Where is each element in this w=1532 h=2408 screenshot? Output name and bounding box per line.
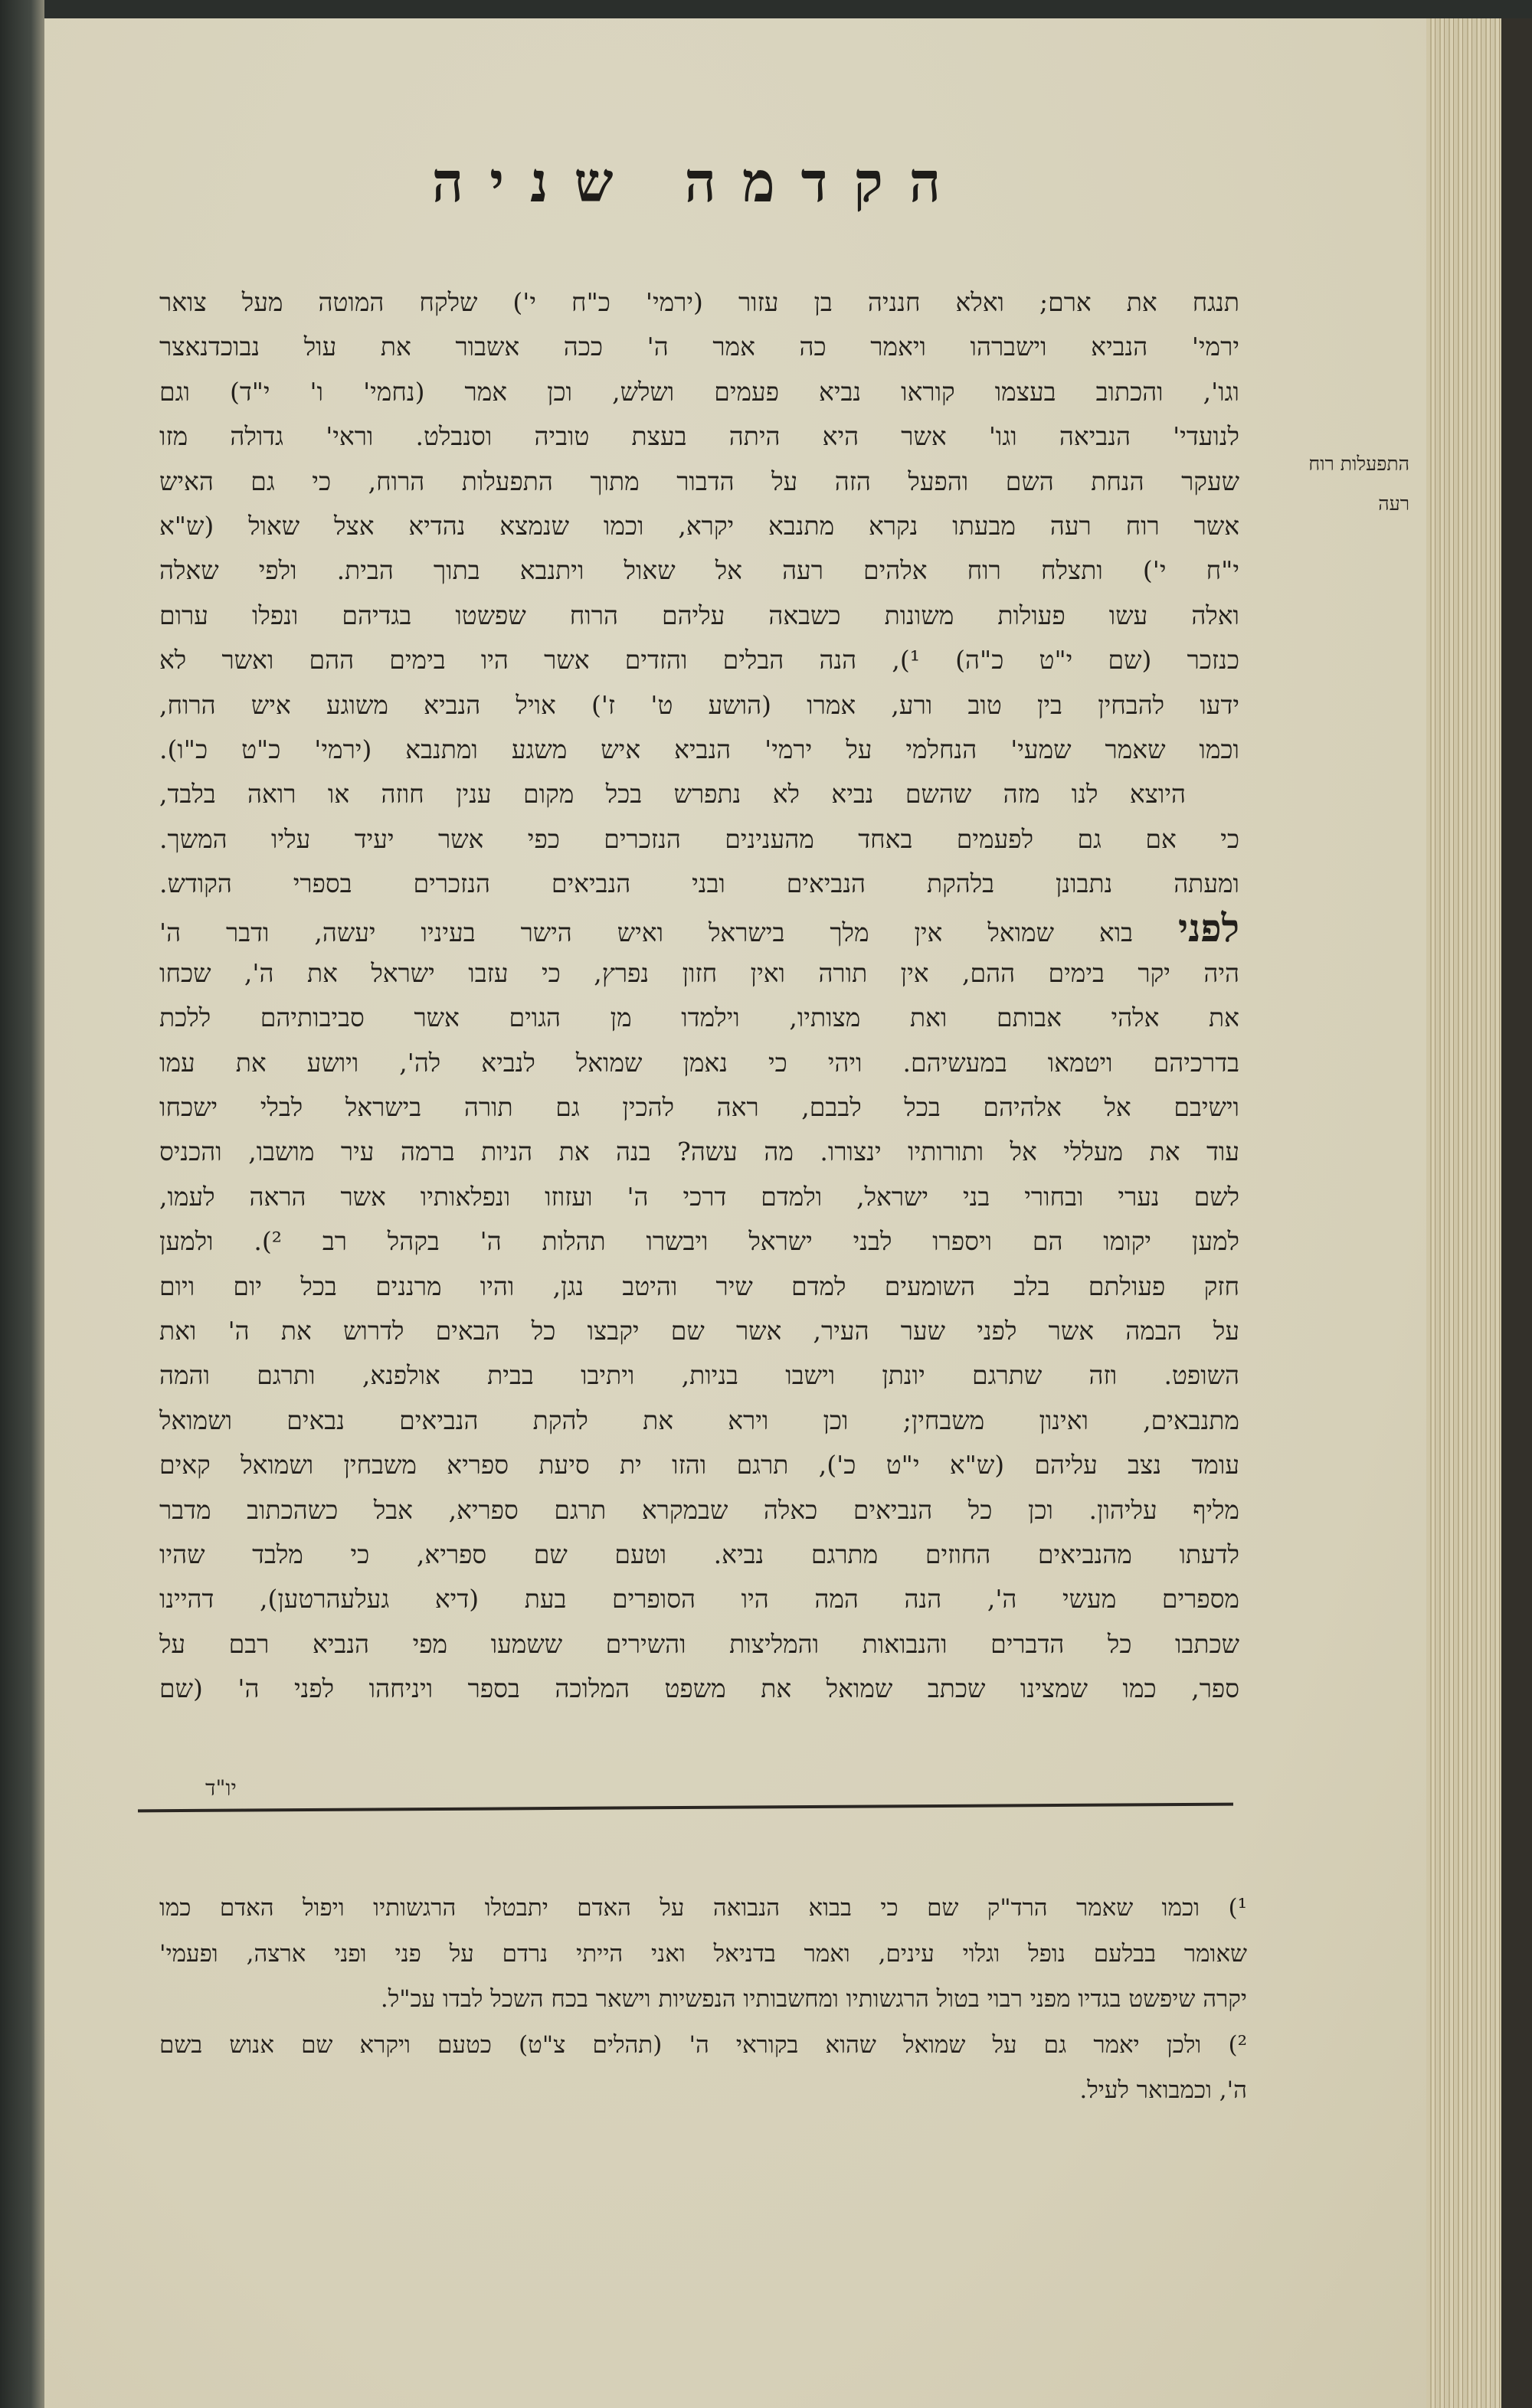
scan-top-border bbox=[0, 0, 1532, 18]
page-title: הקדמה שניה bbox=[431, 149, 967, 214]
footnote-line: שאומר בבלעם נופל וגלוי עינים, ואמר בדניאל ואני הייתי נרדם על פני ופני ארצה, ופעמי' bbox=[159, 1939, 1247, 1968]
book-spine-edge bbox=[0, 0, 44, 2408]
text-line: וגו', והכתוב בעצמו קוראו נביא פעמים ושלש, וכן אמר (נחמי' ו' י"ד) וגם bbox=[159, 376, 1239, 407]
footnote-line: ¹) וכמו שאמר הרד"ק שם כי בבוא הנבואה על האדם יתבטלו הרגשותיו ויפול האדם כמו bbox=[159, 1894, 1247, 1922]
text-line: תנגח את ארם; ואלא חנניה בן עזור (ירמי' כ"ח י') שלקח המוטה מעל צואר bbox=[159, 287, 1239, 317]
text-line: היוצא לנו מזה שהשם נביא לא נתפרש בכל מקום ענין חוזה או רואה בלבד, bbox=[159, 779, 1186, 810]
footnotes bbox=[159, 1886, 1247, 2114]
text-line: מספרים מעשי ה', הנה המה היו הסופרים בעת (דיא געלעהרטען), דהיינו bbox=[159, 1584, 1239, 1615]
text-line: כנזכר (שם י"ט כ"ה) ¹), הנה הבלים והזדים אשר היו בימים ההם ואשר לא bbox=[159, 645, 1239, 676]
text-line: למען יקומו הם ויספרו לבני ישראל ויבשרו תהלות ה' בקהל רב ²). ולמען bbox=[159, 1226, 1239, 1257]
text-line: שעקר הנחת השם והפעל הזה על הדבור מתוך התפעלות הרוח, כי גם האיש bbox=[159, 466, 1239, 496]
text-line: אשר רוח רעה מבעתו נקרא מתנבא יקרא, וכמו שנמצא נהדיא אצל שאול (ש"א bbox=[159, 510, 1239, 541]
text-line: וכמו שאמר שמעי' הנחלמי על ירמי' הנביא איש משגע ומתנבא (ירמי' כ"ט כ"ו). bbox=[159, 734, 1239, 764]
text-line: מתנבאים, ואינון משבחין; וכן וירא את להקת הנביאים נבאים ושמואל bbox=[159, 1405, 1239, 1435]
margin-note-line: התפעלות רוח bbox=[1308, 453, 1409, 475]
text-line: ואלה עשו פעולות משונות כשבאה עליהם הרוח שפשטו בגדיהם ונפלו ערום bbox=[159, 600, 1239, 630]
body-text bbox=[159, 280, 1239, 1712]
book-cover-edge bbox=[1501, 18, 1532, 2408]
text-line: כי אם גם לפעמים באחד מהענינים הנזכרים כפי אשר יעיד עליו המשך. bbox=[159, 823, 1239, 854]
text-line: לנועדי' הנביאה וגו' אשר היא היתה בעצת טוביה וסנבלט. וראי' גדולה מזו bbox=[159, 421, 1239, 452]
text-line: עומד נצב עליהם (ש"א י"ט כ'), תרגם והזו ית סיעת ספריא משבחין ושמואל קאים bbox=[159, 1450, 1239, 1480]
text-line: היה יקר בימים ההם, אין תורה ואין חזון נפרץ, כי עזבו ישראל את ה', שכחו bbox=[159, 957, 1239, 988]
text-line: י"ח י') ותצלח רוח אלהים רעה אל שאול ויתנבא בתוך הבית. ולפי שאלה bbox=[159, 555, 1239, 586]
text-line: חזק פעולתם בלב השומעים למדם שיר והיטב נגן, והיו מרננים בכל יום ויום bbox=[159, 1271, 1239, 1301]
text-line: עוד את מעללי אל ותורותיו ינצורו. מה עשה? בנה את הניות ברמה עיר מושבו, והכניס bbox=[159, 1137, 1239, 1167]
lead-word: לפני bbox=[1178, 905, 1239, 951]
footnote-line: ה', וכמבואר לעיל. bbox=[1079, 2076, 1247, 2104]
text-line: וישיבם אל אלהיהם בכל לבבם, ראה להכין גם תורה בישראל לבלי ישכחו bbox=[159, 1092, 1239, 1123]
text-line: לדעתו מהנביאים החוזים מתרגם נביא. וטעם שם ספריא, כי מלבד שהיו bbox=[159, 1539, 1239, 1569]
text-line bbox=[159, 906, 1239, 950]
text-line: ירמי' הנביא וישברהו ויאמר כה אמר ה' ככה אשבור את עול נבוכדנאצר bbox=[159, 332, 1239, 362]
footnote-line: יקרה שיפשט בגדיו מפני רבוי בטול הרגשותיו ומחשבותיו הנפשיות וישאר בכח השכל לבדו עכ"ל. bbox=[380, 1985, 1247, 2013]
margin-note-line: רעה bbox=[1378, 492, 1409, 515]
text-line-rest: בוא שמואל אין מלך בישראל ואיש הישר בעיניו יעשה, ודבר ה' bbox=[159, 918, 1134, 948]
text-line: לשם נערי ובחורי בני ישראל, ולמדם דרכי ה' ועזוזו ונפלאותיו אשר הראה לעמו, bbox=[159, 1181, 1239, 1212]
text-line: בדרכיהם ויטמאו במעשיהם. ויהי כי נאמן שמואל לנביא לה', ויושע את עמו bbox=[159, 1047, 1239, 1078]
text-line: את אלהי אבותם ואת מצותיו, וילמדו מן הגוים אשר סביבותיהם ללכת bbox=[159, 1003, 1239, 1033]
text-line: שכתבו כל הדברים והנבואות והמליצות והשירים ששמעו מפי הנביא רבם על bbox=[159, 1628, 1239, 1659]
margin-note bbox=[1272, 444, 1409, 524]
text-line: השופט. וזה שתרגם יונתן וישבו בניות, ויתיבו בבית אולפנא, ותרגם והמה bbox=[159, 1360, 1239, 1391]
text-line: על הבמה אשר לפני שער העיר, אשר שם יקבצו כל הבאים לדרוש את ה' ואת bbox=[159, 1315, 1239, 1346]
catchword: יו"ד bbox=[205, 1775, 237, 1801]
text-line: מליף עליהון. וכן כל הנביאים כאלה שבמקרא תרגם ספריא, אבל כשהכתוב מדבר bbox=[159, 1494, 1239, 1525]
text-line: ספר, כמו שמצינו שכתב שמואל את משפט המלוכה בספר ויניחהו לפני ה' (שם bbox=[159, 1673, 1239, 1704]
text-line: ידעו להבחין בין טוב ורע, אמרו (הושע ט' ז') אויל הנביא משוגע איש הרוח, bbox=[159, 689, 1239, 720]
text-line: ומעתה נתבונן בלהקת הנביאים ובני הנביאים הנזכרים בספרי הקודש. bbox=[159, 869, 1239, 899]
footnote-line: ²) ולכן יאמר גם על שמואל שהוא בקוראי ה' (תהלים צ"ט) כטעם ויקרא שם אנוש בשם bbox=[159, 2030, 1247, 2059]
